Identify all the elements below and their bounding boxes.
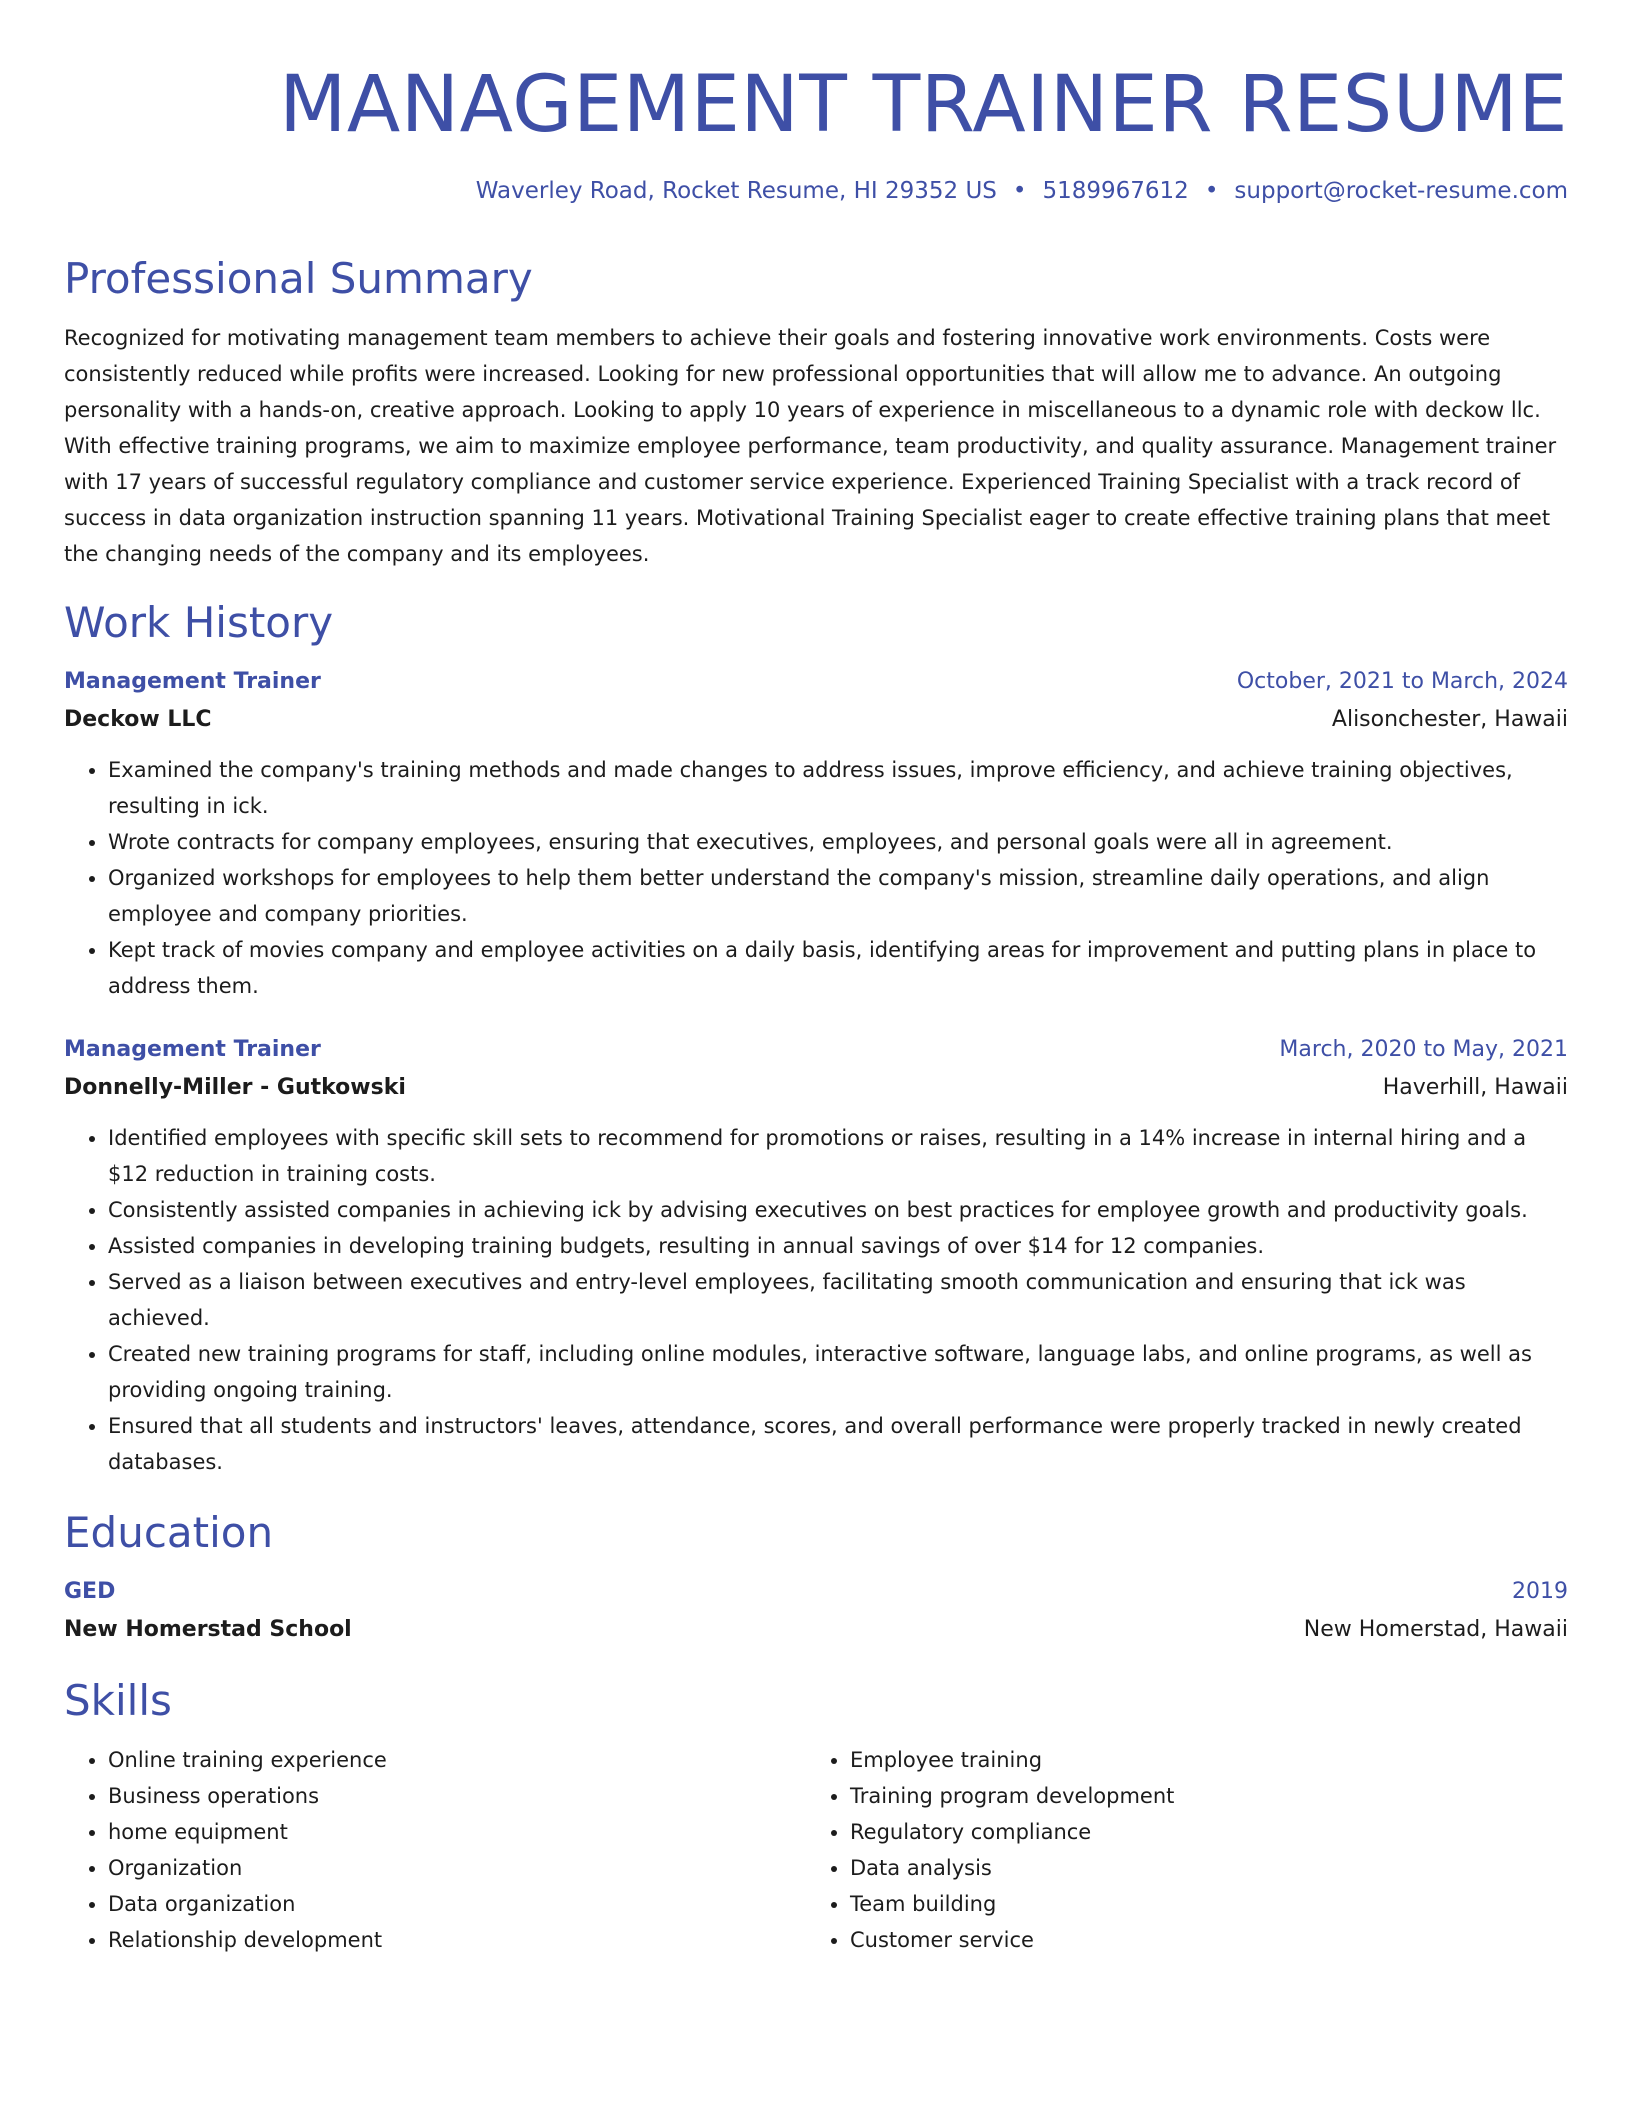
education-heading: Education xyxy=(64,1508,274,1557)
resume-page xyxy=(64,0,1568,1958)
job-bullet: • Created new training programs for staff, including online modules, interactive software, language labs, and online programs, as well as providing ongoing training. xyxy=(108,1336,1568,1408)
job-bullet: • Served as a liaison between executives and entry-level employees, facilitating smooth communication and ensuring that ick was achieved. xyxy=(108,1264,1568,1336)
job-bullet: • Consistently assisted companies in achieving ick by advising executives on best practices for employee growth and productivity goals. xyxy=(108,1192,1568,1228)
bullet-separator: • xyxy=(1204,178,1219,204)
summary-heading: Professional Summary xyxy=(64,254,533,303)
skills-heading: Skills xyxy=(64,1676,172,1725)
job-bullet: • Examined the company's training methods and made changes to address issues, improve efficiency, and achieve training objectives, resulting in ick. xyxy=(108,752,1568,824)
skill-item: • Data organization xyxy=(108,1886,806,1922)
job-entry xyxy=(64,1032,1568,1480)
job-bullet: • Ensured that all students and instructors' leaves, attendance, scores, and overall performance were properly tracked in newly created databases. xyxy=(108,1408,1568,1480)
job-bullets xyxy=(64,752,1568,1004)
skill-item: • Online training experience xyxy=(108,1742,806,1778)
job-bullet: • Assisted companies in developing training budgets, resulting in annual savings of over $14 for 12 companies. xyxy=(108,1228,1568,1264)
job-company: Deckow LLC xyxy=(64,707,212,732)
job-role: Management Trainer xyxy=(64,669,321,694)
skills-list-left xyxy=(64,1742,806,1958)
job-bullet: • Organized workshops for employees to help them better understand the company's mission, streamline daily operations, and align employee and company priorities. xyxy=(108,860,1568,932)
work-history-section xyxy=(64,596,1568,1480)
contact-phone: 5189967612 xyxy=(1042,178,1189,204)
education-degree: GED xyxy=(64,1579,116,1604)
skill-item: • Relationship development xyxy=(108,1922,806,1958)
job-bullet: • Kept track of movies company and employee activities on a daily basis, identifying areas for improvement and putting plans in place to address them. xyxy=(108,932,1568,1004)
education-section xyxy=(64,1506,1568,1650)
skill-item: • Business operations xyxy=(108,1778,806,1814)
job-company: Donnelly-Miller - Gutkowski xyxy=(64,1075,406,1100)
contact-line xyxy=(64,176,1568,206)
bullet-separator: • xyxy=(1012,178,1027,204)
summary-section xyxy=(64,252,1568,572)
education-year: 2019 xyxy=(1512,1579,1568,1604)
skill-item: • Training program development xyxy=(850,1778,1548,1814)
job-dates: March, 2020 to May, 2021 xyxy=(1279,1037,1568,1062)
job-role: Management Trainer xyxy=(64,1037,321,1062)
summary-text: Recognized for motivating management team members to achieve their goals and fostering innovative work environments. Costs were consistently reduced while profits were increased. Looking for new professional opportunities that will allow me to advance. An outgoing personality with a hands-on, creative approach. Looking to apply 10 years of experience in miscellaneous to a dynamic role with deckow llc. With effective training programs, we aim to maximize employee performance, team productivity, and quality assurance. Management trainer with 17 years of successful regulatory compliance and customer service experience. Experienced Training Specialist with a track record of success in data organization instruction spanning 11 years. Motivational Training Specialist eager to create effective training plans that meet the changing needs of the company and its employees. xyxy=(64,326,1557,566)
job-location: Haverhill, Hawaii xyxy=(1382,1075,1568,1100)
job-bullet: • Wrote contracts for company employees, ensuring that executives, employees, and personal goals were all in agreement. xyxy=(108,824,1568,860)
skill-item: • Customer service xyxy=(850,1922,1548,1958)
skills-list-right xyxy=(806,1742,1548,1958)
job-bullets xyxy=(64,1120,1568,1480)
job-entry xyxy=(64,664,1568,1004)
skills-columns xyxy=(64,1742,1568,1958)
job-dates: October, 2021 to March, 2024 xyxy=(1236,669,1568,694)
skills-section xyxy=(64,1674,1568,1958)
resume-title: MANAGEMENT TRAINER RESUME xyxy=(279,60,1568,150)
education-entry xyxy=(64,1574,1568,1650)
skill-item: • Team building xyxy=(850,1886,1548,1922)
education-location: New Homerstad, Hawaii xyxy=(1303,1617,1568,1642)
work-history-heading: Work History xyxy=(64,598,334,647)
job-bullet: • Identified employees with specific skill sets to recommend for promotions or raises, resulting in a 14% increase in internal hiring and a $12 reduction in training costs. xyxy=(108,1120,1568,1192)
contact-email: support@rocket-resume.com xyxy=(1234,178,1568,204)
education-school: New Homerstad School xyxy=(64,1617,352,1642)
skill-item: • Data analysis xyxy=(850,1850,1548,1886)
skill-item: • Organization xyxy=(108,1850,806,1886)
skill-item: • Employee training xyxy=(850,1742,1548,1778)
contact-address: Waverley Road, Rocket Resume, HI 29352 US xyxy=(475,178,997,204)
job-location: Alisonchester, Hawaii xyxy=(1331,707,1568,732)
skill-item: • Regulatory compliance xyxy=(850,1814,1548,1850)
skill-item: • home equipment xyxy=(108,1814,806,1850)
